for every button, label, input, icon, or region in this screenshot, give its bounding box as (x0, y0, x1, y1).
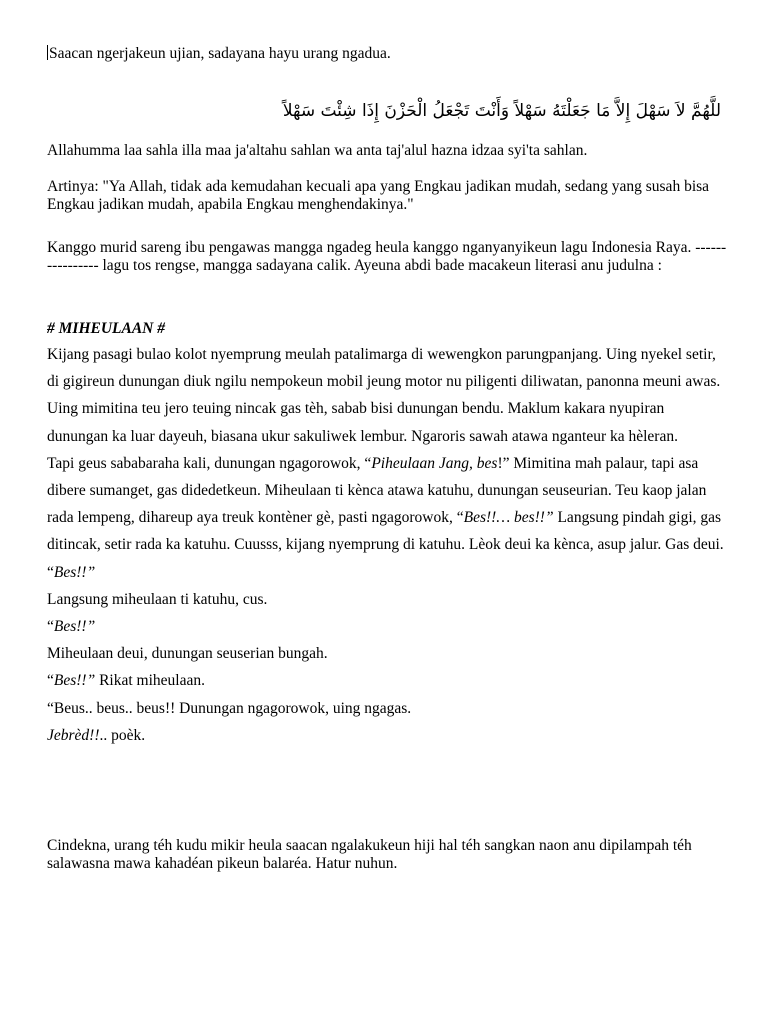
dialogue-line-3: “Bes!!” (47, 618, 96, 636)
story-title: # MIHEULAAN # (47, 320, 165, 337)
text-cursor (47, 45, 48, 60)
closing-paragraph: Cindekna, urang téh kudu mikir heula saacan ngalakukeun hiji hal téh sangkan naon anu dipilampah téh salawasna mawa kahadéan pikeun balaréa. Hatur nuhun. (47, 837, 692, 872)
narration-line-2: Langsung miheulaan ti katuhu, cus. (47, 590, 268, 608)
doa-latin: Allahumma laa sahla illa maa ja'altahu sahlan wa anta taj'alul hazna idzaa syi'ta sahlan. (47, 142, 588, 159)
doa-arabic: للَّهُمَّ لاَ سَهْلَ إِلاَّ مَا جَعَلْتَهُ سَهْلاً وَأَنْتَ تَجْعَلُ الْحَزْنَ إِذَا شِئْتَ سَهْلاً (282, 101, 721, 121)
intro-line (47, 45, 727, 63)
story-paragraph-1: Kijang pasagi bulao kolot nyemprung meulah patalimarga di wewengkon parungpanjang. Uing nyekel setir, di gigireun dunungan diuk ngilu nempokeun mobil jeung motor nu piligenti diliwatan, panonna meuni awas. (47, 346, 721, 391)
story-paragraph-2: Uing mimitina teu jero teuing nincak gas tèh, sabab bisi dunungan bendu. Maklum kakara nyupiran dunungan ka luar dayeuh, biasana ukur sakuliwek lembur. Ngaroris sawah atawa nganteur ka hèleran. (47, 400, 678, 445)
dialogue-line-1: “Bes!!” (47, 563, 96, 581)
story-body (47, 341, 727, 749)
story-paragraph-3: Tapi geus sababaraha kali, dunungan ngagorowok, “Piheulaan Jang, bes!” Mimitina mah palaur, tapi asa dibere sumanget, gas didedetkeun. Miheulaan ti kènca atawa katuhu, dunungan seuseurian. Teu kaop jalan rada lempeng, dihareup aya treuk kontèner gè, pasti ngagorowok, “Bes!!… bes!!” Langsung pindah gigi, gas ditincak, setir rada ka katuhu. Cuusss, kijang nyemprung di katuhu. Lèok deui ka kènca, asup jalur. Gas deui. (47, 454, 724, 554)
narration-line-4: Miheulaan deui, dunungan seuserian bungah. (47, 645, 328, 663)
narration-line-7: Jebrèd!!.. poèk. (47, 726, 146, 744)
dialogue-line-5: “Bes!!” Rikat miheulaan. (47, 672, 205, 690)
intro-text: Saacan ngerjakeun ujian, sadayana hayu urang ngadua. (49, 45, 391, 62)
dialogue-line-6: “Beus.. beus.. beus!! Dunungan ngagorowok, uing ngagas. (47, 699, 412, 717)
doa-meaning: Artinya: "Ya Allah, tidak ada kemudahan kecuali apa yang Engkau jadikan mudah, sedang yang susah bisa Engkau jadikan mudah, apabila Engkau menghendakinya." (47, 178, 710, 213)
instruction-paragraph: Kanggo murid sareng ibu pengawas mangga ngadeg heula kanggo nganyanyikeun lagu Indonesia Raya. ---------------- lagu tos rengse, mangga sadayana calik. Ayeuna abdi bade macakeun literasi anu judulna : (47, 239, 727, 274)
